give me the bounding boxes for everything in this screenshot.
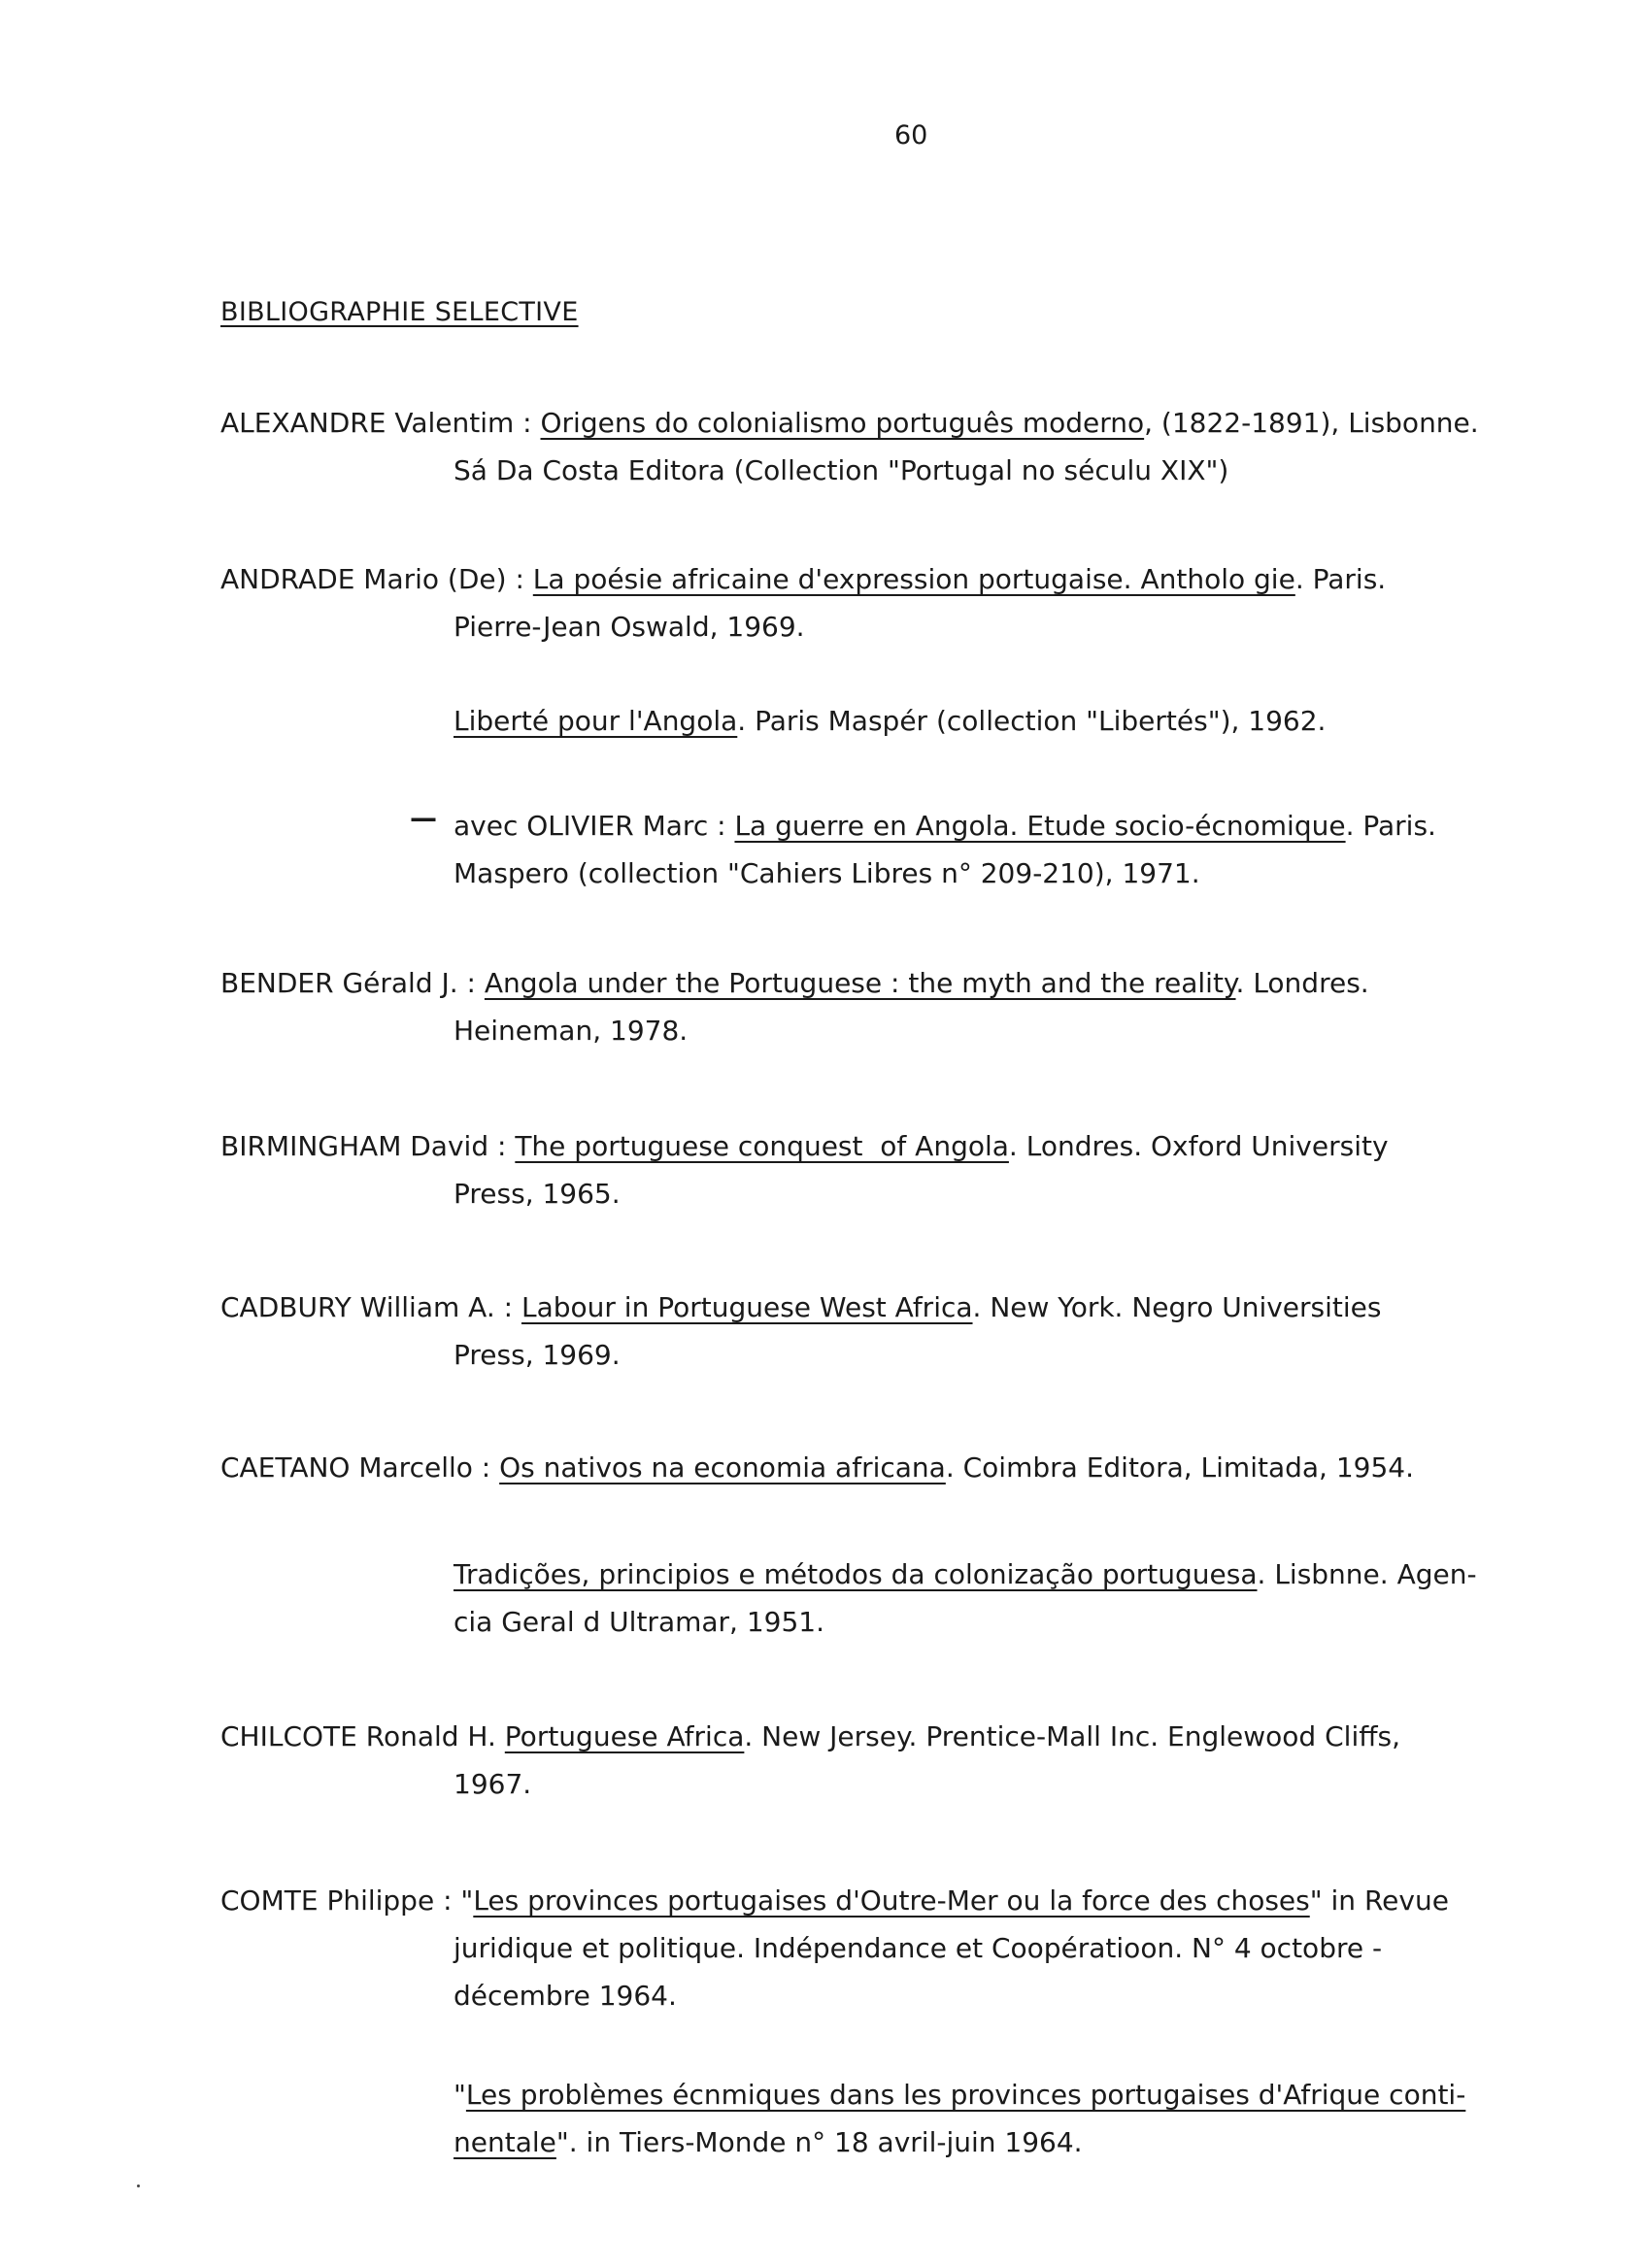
subentry-coauthor: avec OLIVIER Marc : — [454, 810, 735, 842]
bib-entry-comte — [220, 1877, 1580, 2019]
entry-details: . New York. Negro Universities — [972, 1291, 1382, 1323]
entry-title: Angola under the Portuguese : the myth and the reality — [484, 967, 1236, 999]
subentry-details: . Paris. — [1345, 810, 1436, 842]
subentry-continuation: Maspero (collection "Cahiers Libres n° 209-210), 1971. — [454, 857, 1200, 889]
subentry-title-continued: nentale — [454, 2126, 556, 2158]
subentry-title: Tradições, principios e métodos da colonização portuguesa — [454, 1558, 1258, 1590]
entry-author: BENDER Gérald J. : — [220, 967, 485, 999]
entry-continuation: juridique et politique. Indépendance et Coopératioon. N° 4 octobre - — [454, 1932, 1383, 1964]
entry-details: . New Jersey. Prentice-Mall Inc. Englewood Cliffs, — [744, 1720, 1400, 1752]
bib-entry-alexandre — [220, 399, 1580, 494]
page-heading: BIBLIOGRAPHIE SELECTIVE — [220, 297, 579, 327]
subentry-title: Les problèmes écnmiques dans les provinces portugaises d'Afrique conti- — [465, 2079, 1466, 2111]
entry-details: . Coimbra Editora, Limitada, 1954. — [945, 1451, 1414, 1484]
entry-continuation: Sá Da Costa Editora (Collection "Portugal no séculu XIX") — [454, 454, 1229, 486]
entry-author: CADBURY William A. : — [220, 1291, 521, 1323]
entry-author: BIRMINGHAM David : — [220, 1130, 516, 1162]
entry-title: La poésie africaine d'expression portugaise. Antholo gie — [532, 563, 1295, 595]
subentry-title: La guerre en Angola. Etude socio-écnomique — [734, 810, 1346, 842]
entry-details: . Paris. — [1294, 563, 1387, 595]
entry-details: , (1822-1891), Lisbonne. — [1144, 407, 1479, 439]
bib-subentry-andrade-olivier — [454, 802, 1590, 897]
entry-title: Les provinces portugaises d'Outre-Mer ou la force des choses — [473, 1884, 1310, 1917]
entry-details: . Londres. Oxford University — [1008, 1130, 1389, 1162]
entry-title: Origens do colonialismo português moderno — [540, 407, 1145, 439]
subentry-title: Liberté pour l'Angola — [454, 705, 738, 737]
entry-author: CHILCOTE Ronald H. — [220, 1720, 505, 1752]
entry-details: " in Revue — [1309, 1884, 1449, 1917]
bib-subentry-caetano-tradicoes — [454, 1551, 1590, 1646]
entry-title: Labour in Portuguese West Africa — [521, 1291, 973, 1323]
entry-title: Os nativos na economia africana — [499, 1451, 946, 1484]
subentry-details: ". in Tiers-Monde n° 18 avril-juin 1964. — [555, 2126, 1083, 2158]
page-number: 60 — [894, 120, 928, 150]
entry-author: ANDRADE Mario (De) : — [220, 563, 533, 595]
entry-details: . Londres. — [1235, 967, 1369, 999]
bib-entry-caetano — [220, 1444, 1580, 1491]
bib-entry-cadbury — [220, 1284, 1580, 1379]
entry-continuation: Pierre-Jean Oswald, 1969. — [454, 611, 805, 643]
quote-open: " — [460, 1884, 474, 1917]
bib-entry-birmingham — [220, 1122, 1580, 1217]
subentry-details: . Lisbnne. Agen- — [1257, 1558, 1477, 1590]
entry-author: COMTE Philippe : — [220, 1884, 461, 1917]
entry-continuation: Press, 1969. — [454, 1339, 621, 1371]
quote-open: " — [454, 2079, 466, 2111]
entry-title: Portuguese Africa — [504, 1720, 745, 1752]
entry-continuation: 1967. — [454, 1768, 532, 1800]
bib-entry-bender — [220, 959, 1580, 1054]
scan-speck — [137, 2185, 140, 2187]
entry-continuation: Heineman, 1978. — [454, 1015, 689, 1047]
entry-author: CAETANO Marcello : — [220, 1451, 500, 1484]
entry-continuation: Press, 1965. — [454, 1178, 621, 1210]
bib-entry-andrade — [220, 555, 1580, 650]
coauthor-dash: — — [410, 802, 437, 834]
entry-title: The portuguese conquest of Angola — [515, 1130, 1009, 1162]
entry-author: ALEXANDRE Valentim : — [220, 407, 541, 439]
subentry-continuation: cia Geral d Ultramar, 1951. — [454, 1606, 825, 1638]
bib-subentry-comte-problemes — [454, 2071, 1590, 2166]
bib-entry-chilcote — [220, 1713, 1580, 1808]
subentry-details: . Paris Maspér (collection "Libertés"), 1962. — [737, 705, 1327, 737]
entry-continuation-2: décembre 1964. — [454, 1980, 677, 2012]
bib-subentry-andrade-liberte — [454, 697, 1590, 745]
